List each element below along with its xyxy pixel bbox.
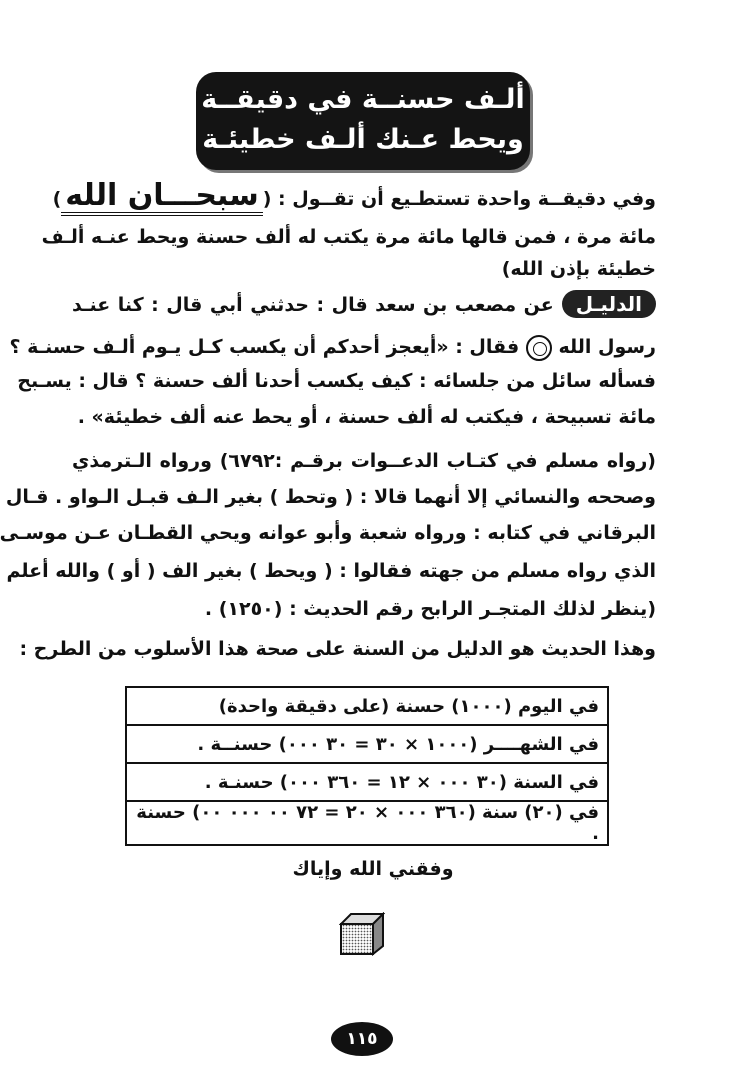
intro-close-paren: ) bbox=[52, 188, 62, 210]
evidence-text-1: عن مصعب بن سعد قال : حدثني أبي قال : كنا عنـد bbox=[72, 294, 554, 316]
intro-line-1 bbox=[52, 178, 656, 216]
evidence-line-3: فسأله سائل من جلسائه : كيف يكسب أحدنا ألف حسنة ؟ قال : يسـبح bbox=[17, 370, 656, 392]
intro-line-2: مائة مرة ، فمن قالها مائة مرة يكتب له ألف حسنة ويحط عنـه ألـف bbox=[41, 226, 656, 248]
source-line-5: (ينظر لذلك المتجـر الرابح رقم الحديث : (١٢٥٠) . bbox=[204, 598, 656, 620]
table-cell: في (٢٠) سنة (٣٦٠ ٠٠٠ × ٢٠ = ٧٢ ٠٠ ٠٠٠ ٠٠) حسنة . bbox=[126, 801, 608, 845]
source-line-4: الذي رواه مسلم من جهته فقالوا : ( ويحط ) بغير الف ( أو ) والله أعلم bbox=[6, 560, 656, 582]
source-line-3: البرقاني في كتابه : ورواه شعبة وأبو عوانه ويحي القطـان عـن موسـى bbox=[0, 522, 656, 544]
subhan-allah-calligraphy: سبحـــان الله bbox=[61, 180, 262, 216]
table-row bbox=[126, 801, 608, 845]
conclusion-line: وهذا الحديث هو الدليل من السنة على صحة هذا الأسلوب من الطرح : bbox=[19, 638, 656, 660]
rewards-table bbox=[125, 686, 609, 846]
evidence-text-2b: فقال : «أيعجز أحدكم أن يكسب كـل يـوم ألـف حسنـة ؟ bbox=[9, 336, 520, 358]
evidence-line-1 bbox=[72, 290, 656, 320]
table-cell: في الشهــــر (١٠٠٠ × ٣٠ = ٣٠ ٠٠٠) حسنــة . bbox=[126, 725, 608, 763]
evidence-line-4: مائة تسبيحة ، فيكتب له ألف حسنة ، أو يحط عنه ألف خطيئة» . bbox=[77, 406, 656, 428]
page-number: ١١٥ bbox=[331, 1022, 393, 1056]
table-cell: في السنة (٣٠ ٠٠٠ × ١٢ = ٣٦٠ ٠٠٠) حسنـة . bbox=[126, 763, 608, 801]
closing-prayer: وفقني الله وإياك bbox=[292, 858, 454, 880]
table-row bbox=[126, 687, 608, 725]
title-line-1: ألـف حسنــة في دقيقــة bbox=[201, 84, 525, 115]
source-line-2: وصححه والنسائي إلا أنهما قالا : ( وتحط ) بغير الـف قبـل الـواو . قـال bbox=[5, 486, 656, 508]
salawat-circle-icon bbox=[526, 335, 552, 361]
table-cell: في اليوم (١٠٠٠) حسنة (على دقيقة واحدة) bbox=[126, 687, 608, 725]
table-row bbox=[126, 763, 608, 801]
evidence-line-2 bbox=[9, 332, 656, 362]
table-row bbox=[126, 725, 608, 763]
evidence-label: الدليـل bbox=[562, 290, 656, 318]
chapter-title-box bbox=[196, 72, 530, 170]
cube-ornament-icon bbox=[339, 912, 385, 956]
source-line-1: (رواه مسلم في كتـاب الدعــوات برقـم :٦٧٩٢) ورواه الـترمذي bbox=[72, 450, 656, 472]
title-line-2: ويحط عـنك ألـف خطيئـة bbox=[202, 124, 524, 155]
intro-line-3: خطيئة بإذن الله) bbox=[501, 258, 656, 280]
intro-text: وفي دقيقــة واحدة تستطـيع أن تقــول : ( bbox=[262, 188, 656, 210]
evidence-text-2a: رسول الله bbox=[558, 336, 656, 358]
